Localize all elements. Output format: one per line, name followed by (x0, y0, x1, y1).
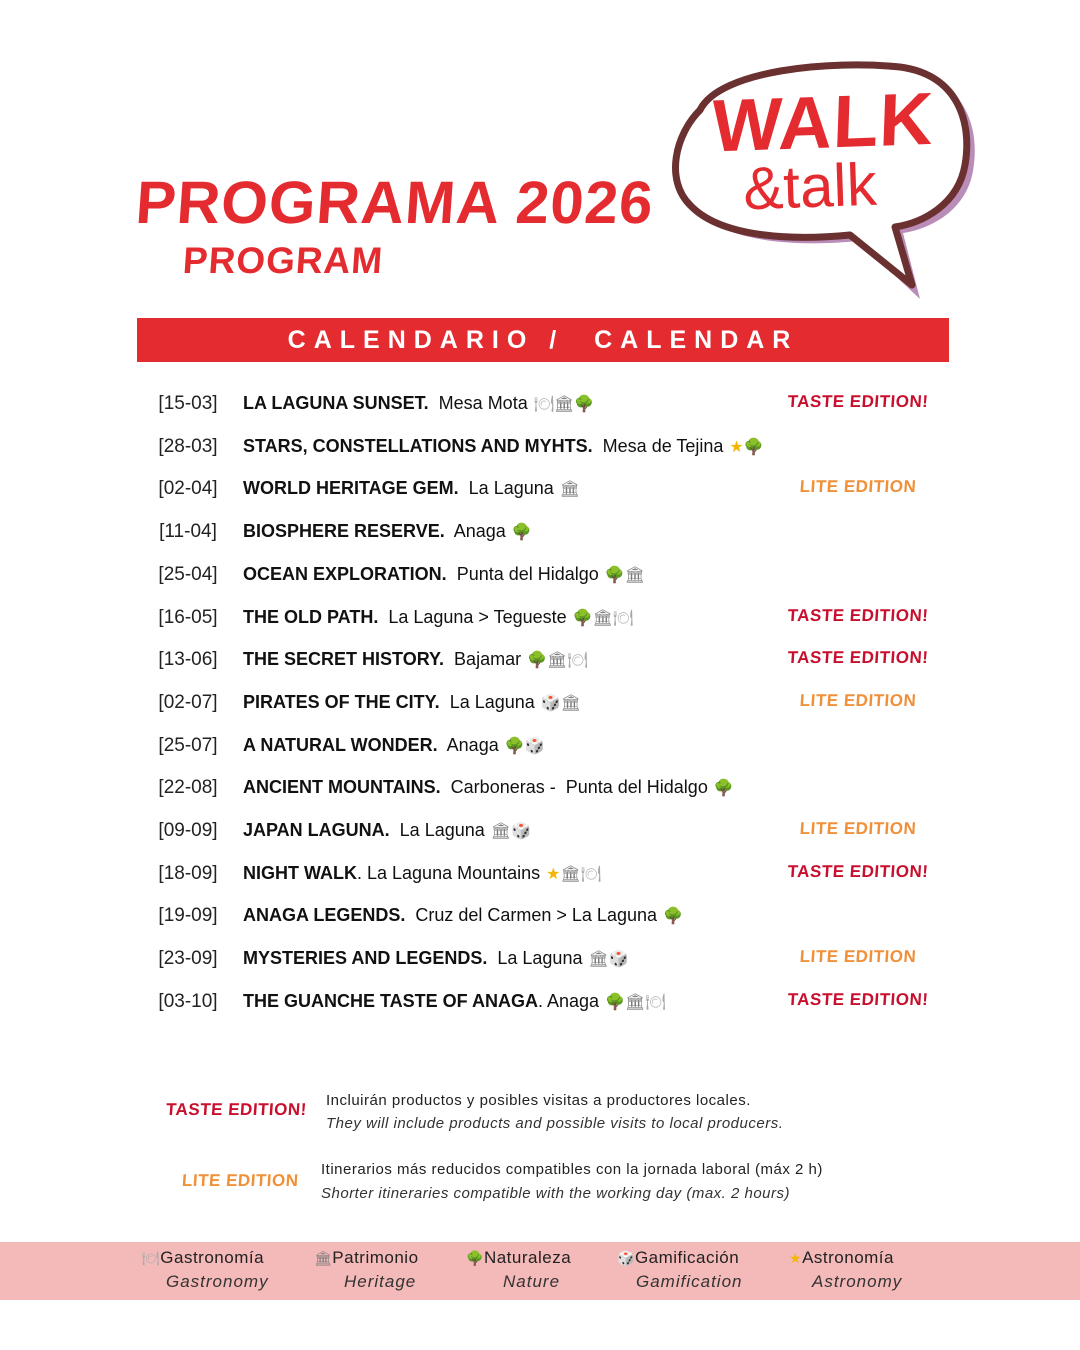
tree-icon: 🌳 (663, 908, 683, 926)
event-icons (663, 908, 683, 925)
tree-icon: 🌳 (466, 1250, 484, 1266)
key-item-astronomy (789, 1248, 894, 1268)
event-date: [13-06] (158, 649, 218, 671)
event-date: [15-03] (158, 393, 218, 414)
event-row (0, 468, 1080, 508)
event-icons (588, 951, 628, 968)
icon-key (0, 1242, 1080, 1300)
event-line (243, 863, 601, 884)
event-name: THE OLD PATH. (243, 606, 379, 627)
event-row (0, 725, 1080, 765)
dice-icon: 🎲 (524, 737, 545, 755)
key-translation: Nature (503, 1272, 561, 1291)
event-date: [16-05] (158, 606, 218, 628)
legend-taste-badge: TASTE EDITION! (165, 1100, 308, 1119)
key-translation: Astronomy (812, 1272, 903, 1291)
event-name: A NATURAL WONDER. (243, 734, 438, 755)
page-title: PROGRAMA 2026 (133, 169, 656, 236)
event-date: [22-08] (158, 777, 218, 799)
event-name: PIRATES OF THE CITY. (243, 691, 440, 712)
lite-edition-badge: LITE EDITION (799, 690, 917, 710)
event-place: La Laguna (487, 948, 583, 969)
dice-icon: 🎲 (511, 823, 531, 840)
event-date: [23-09] (158, 948, 218, 970)
event-row (0, 895, 1080, 935)
event-line (243, 393, 594, 414)
page-subtitle: PROGRAM (181, 240, 385, 281)
taste-edition-badge: TASTE EDITION! (786, 989, 930, 1009)
lite-edition-badge: LITE EDITION (799, 477, 917, 497)
event-date: [03-10] (158, 990, 218, 1012)
star-icon: ★ (546, 865, 561, 883)
tree-icon: 🌳 (504, 737, 525, 755)
event-row (0, 511, 1080, 551)
event-name: WORLD HERITAGE GEM. (243, 478, 459, 499)
event-icons (505, 738, 545, 755)
event-place: . Anaga (538, 990, 600, 1011)
event-row (0, 810, 1080, 850)
event-line (243, 820, 531, 841)
legend-lite-description: Itinerarios más reducidos compatibles con la jornada laboral (máx 2 h) (321, 1161, 823, 1178)
legend-lite-badge: LITE EDITION (181, 1171, 300, 1190)
event-name: MYSTERIES AND LEGENDS. (243, 948, 488, 969)
heritage-icon: 🏛 (624, 993, 646, 1011)
event-row (0, 597, 1080, 637)
event-name: JAPAN LAGUNA. (243, 820, 390, 840)
event-place: . La Laguna Mountains (357, 862, 541, 883)
event-icons (541, 695, 581, 712)
dice-icon: 🎲 (540, 694, 561, 712)
event-date: [18-09] (158, 862, 218, 884)
event-row (0, 682, 1080, 722)
event-icons (546, 866, 601, 883)
event-icons (714, 780, 734, 797)
event-row (0, 383, 1080, 423)
key-item-heritage (314, 1248, 419, 1268)
tree-icon: 🌳 (574, 396, 595, 413)
key-label: Astronomía (802, 1248, 894, 1267)
dice-icon: 🎲 (608, 951, 629, 969)
lite-edition-badge: LITE EDITION (799, 819, 917, 838)
event-line (243, 649, 588, 670)
key-label: Gamificación (634, 1248, 740, 1267)
event-name: THE GUANCHE TASTE OF ANAGA (243, 990, 538, 1011)
dice-icon: 🎲 (617, 1250, 635, 1266)
event-icons (534, 396, 595, 413)
event-name: ANCIENT MOUNTAINS. (243, 777, 441, 798)
event-icons (605, 994, 666, 1011)
event-line (243, 991, 666, 1012)
heritage-icon: 🏛 (592, 609, 613, 627)
food-icon: 🍽 (612, 609, 634, 627)
event-line (243, 692, 581, 713)
event-row (0, 853, 1080, 893)
lite-edition-badge: LITE EDITION (799, 947, 917, 967)
event-place: La Laguna (389, 820, 485, 840)
legend-lite-translation: Shorter itineraries compatible with the working day (max. 2 hours) (321, 1185, 791, 1202)
heritage-icon: 🏛 (314, 1250, 333, 1266)
taste-edition-badge: TASTE EDITION! (786, 392, 930, 411)
event-row (0, 554, 1080, 594)
event-place: La Laguna (439, 691, 535, 712)
event-name: STARS, CONSTELLATIONS AND MYHTS. (243, 435, 593, 456)
event-line (243, 777, 734, 798)
event-date: [19-09] (158, 905, 218, 927)
tree-icon: 🌳 (713, 780, 734, 798)
taste-edition-badge: TASTE EDITION! (786, 605, 930, 625)
event-line (243, 478, 580, 499)
key-translation: Gastronomy (166, 1272, 269, 1291)
heritage-icon: 🏛 (588, 951, 609, 969)
event-date: [11-04] (159, 521, 217, 543)
event-icons (512, 524, 532, 541)
event-date: [25-07] (158, 734, 218, 756)
food-icon: 🍽 (567, 652, 588, 670)
event-row (0, 639, 1080, 679)
heritage-icon: 🏛 (490, 823, 512, 840)
star-icon: ★ (729, 438, 744, 456)
event-line (243, 905, 683, 926)
calendar-banner: CALENDARIO / CALENDAR (137, 318, 949, 362)
event-place: Carboneras - Punta del Hidalgo (440, 777, 708, 798)
star-icon: ★ (789, 1250, 803, 1266)
taste-edition-badge: TASTE EDITION! (786, 861, 930, 881)
key-label: Naturaleza (483, 1248, 572, 1267)
key-item-gamification (617, 1248, 739, 1268)
event-name: BIOSPHERE RESERVE. (243, 521, 445, 542)
event-line (243, 735, 545, 756)
food-icon: 🍽 (533, 396, 555, 413)
event-place: La Laguna (458, 478, 554, 499)
logo-talk-text: &talk (742, 150, 878, 223)
key-label: Gastronomía (160, 1248, 265, 1267)
tree-icon: 🌳 (743, 438, 764, 456)
event-row (0, 426, 1080, 466)
event-name: ANAGA LEGENDS. (243, 905, 406, 926)
heritage-icon: 🏛 (559, 481, 581, 499)
key-label: Patrimonio (332, 1248, 419, 1267)
logo-walk-text: WALK (710, 76, 936, 168)
event-line (243, 521, 532, 542)
event-name: LA LAGUNA SUNSET. (243, 393, 429, 413)
food-icon: 🍽 (142, 1250, 161, 1266)
event-date: [02-04] (158, 478, 218, 500)
event-row (0, 767, 1080, 807)
tree-icon: 🌳 (511, 524, 532, 542)
event-place: La Laguna > Tegueste (378, 606, 567, 627)
event-icons (527, 652, 588, 669)
event-icons (605, 567, 645, 584)
event-name: OCEAN EXPLORATION. (243, 563, 447, 584)
tree-icon: 🌳 (605, 993, 625, 1011)
event-place: Anaga (437, 734, 499, 755)
event-date: [28-03] (158, 435, 218, 457)
tree-icon: 🌳 (604, 566, 625, 584)
event-place: Punta del Hidalgo (446, 563, 599, 584)
food-icon: 🍽 (580, 865, 602, 883)
event-name: NIGHT WALK (243, 862, 357, 883)
tree-icon: 🌳 (572, 609, 593, 627)
heritage-icon: 🏛 (547, 652, 568, 670)
event-place: Anaga (444, 521, 506, 542)
heritage-icon: 🏛 (624, 566, 646, 584)
key-item-nature (466, 1248, 571, 1268)
event-place: Bajamar (444, 649, 522, 670)
key-translation: Heritage (344, 1272, 417, 1291)
event-row (0, 981, 1080, 1021)
event-line (243, 564, 645, 585)
legend-taste-description: Incluirán productos y posibles visitas a productores locales. (326, 1092, 751, 1109)
event-name: THE SECRET HISTORY. (243, 649, 445, 670)
key-translation: Gamification (636, 1272, 743, 1291)
event-place: Mesa de Tejina (592, 435, 724, 456)
event-icons (491, 823, 531, 840)
event-place: Mesa Mota (428, 393, 528, 413)
event-icons (560, 481, 580, 498)
event-line (243, 607, 633, 628)
key-item-gastronomy (142, 1248, 264, 1268)
event-date: [25-04] (158, 563, 218, 585)
tree-icon: 🌳 (527, 652, 547, 670)
heritage-icon: 🏛 (554, 396, 575, 413)
event-place: Cruz del Carmen > La Laguna (405, 905, 657, 926)
heritage-icon: 🏛 (560, 865, 581, 883)
legend-taste-translation: They will include products and possible visits to local producers. (326, 1115, 784, 1132)
event-icons (573, 610, 634, 627)
heritage-icon: 🏛 (560, 694, 582, 712)
event-line (243, 948, 629, 969)
event-date: [02-07] (158, 691, 218, 713)
food-icon: 🍽 (645, 993, 666, 1011)
taste-edition-badge: TASTE EDITION! (786, 648, 930, 668)
event-row (0, 938, 1080, 978)
event-date: [09-09] (158, 820, 218, 841)
event-line (243, 436, 764, 457)
event-icons (729, 439, 763, 456)
